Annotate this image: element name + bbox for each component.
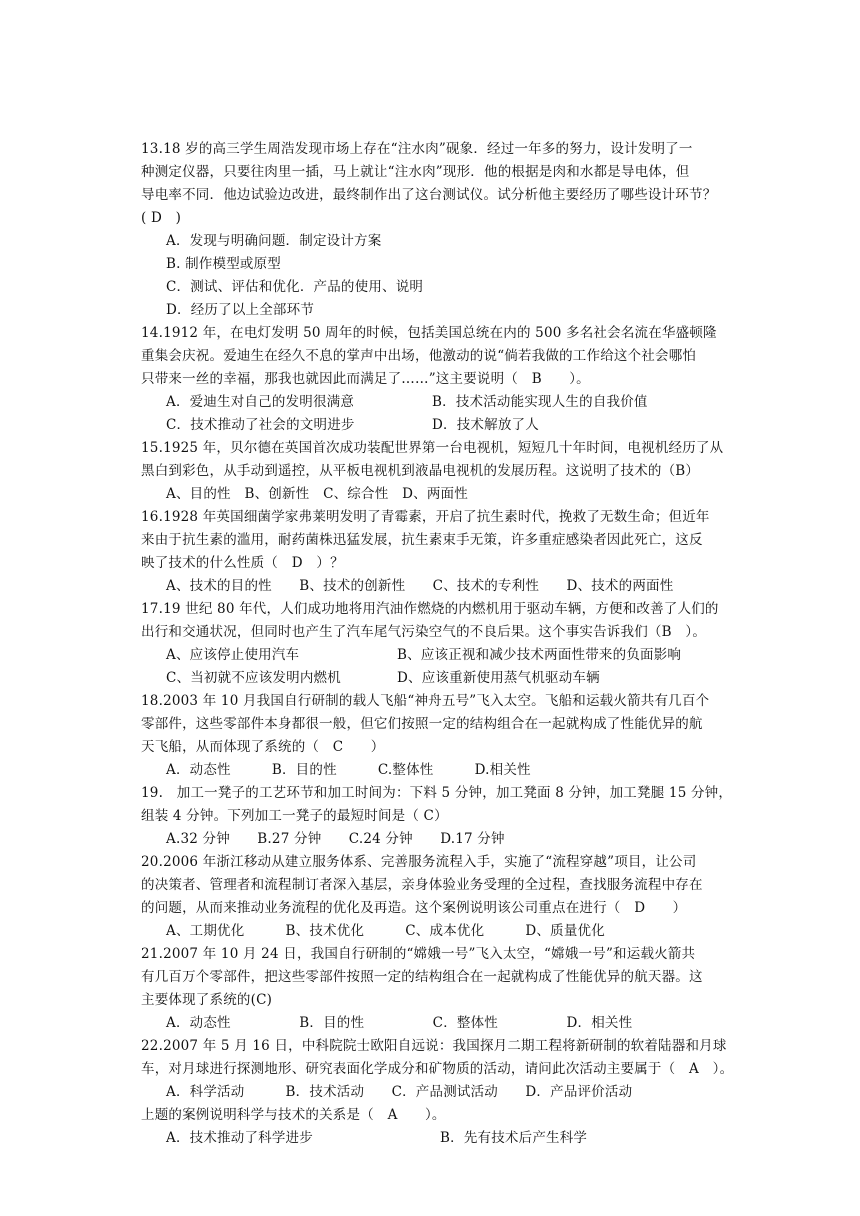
question-16-options: A、技术的目的性 B、技术的创新性 C、技术的专利性 D、技术的两面性 — [166, 578, 674, 594]
question-18-line-3: 天飞船，从而体现了系统的（ C ） — [141, 739, 385, 755]
question-13-line-4: ( D ) — [141, 210, 182, 226]
question-18-line-1: 18.2003 年 10 月我国自行研制的载人飞船“神舟五号”飞入太空。飞船和运载火箭共有几百个 — [141, 693, 710, 709]
question-13-option-a: A．发现与明确问题．制定设计方案 — [166, 233, 382, 249]
question-22b-option-a: A．技术推动了科学进步 — [166, 1130, 313, 1146]
question-20-line-3: 的问题，从而来推动业务流程的优化及再造。这个案例说明该公司重点在进行（ D ） — [141, 900, 687, 916]
question-19-line-2: 组装 4 分钟。下列加工一凳子的最短时间是（ C） — [141, 808, 448, 824]
question-22-options: A．科学活动 B．技术活动 C．产品测试活动 D．产品评价活动 — [166, 1084, 633, 1100]
question-17-line-2: 出行和交通状况，但同时也产生了汽车尾气污染空气的不良后果。这个事实告诉我们（B ）。 — [141, 624, 707, 640]
question-17-option-c: C、当初就不应该发明内燃机 — [166, 670, 341, 686]
question-19-options: A.32 分钟 B.27 分钟 C.24 分钟 D.17 分钟 — [166, 831, 505, 847]
question-16-line-2: 来由于抗生素的滥用，耐药菌株迅猛发展，抗生素束手无策，许多重症感染者因此死亡，这反 — [141, 532, 703, 548]
question-14-option-c: C．技术推动了社会的文明进步 — [166, 417, 355, 433]
question-19-line-1: 19. 加工一凳子的工艺环节和加工时间为：下料 5 分钟，加工凳面 8 分钟，加工凳腿 15 分钟， — [141, 785, 733, 801]
question-14-line-2: 重集会庆祝。爱迪生在经久不息的掌声中出场，他激动的说“倘若我做的工作给这个社会哪怕 — [141, 348, 697, 364]
question-13-option-d: D．经历了以上全部环节 — [166, 302, 315, 318]
question-13-option-b: B. 制作模型或原型 — [166, 256, 282, 272]
question-18-options: A．动态性 B．目的性 C.整体性 D.相关性 — [166, 762, 531, 778]
question-16-line-3: 映了技术的什么性质（ D ）？ — [141, 555, 344, 571]
question-16-line-1: 16.1928 年英国细菌学家弗莱明发明了青霉素，开启了抗生素时代，挽救了无数生命；但近年 — [141, 509, 710, 525]
question-15-line-2: 黑白到彩色，从手动到遥控，从平板电视机到液晶电视机的发展历程。这说明了技术的（B） — [141, 463, 700, 479]
question-13-line-2: 种测定仪器，只要往肉里一插，马上就让“注水肉”现形．他的根据是肉和水都是导电体，但 — [141, 164, 690, 180]
question-17-line-1: 17.19 世纪 80 年代，人们成功地将用汽油作燃烧的内燃机用于驱动车辆，方便和改善了人们的 — [141, 601, 719, 617]
question-14-option-d: D．技术解放了人 — [432, 417, 539, 433]
question-17-option-d: D、应该重新使用蒸气机驱动车辆 — [397, 670, 600, 686]
question-20-line-2: 的决策者、管理者和流程制订者深入基层，亲身体验业务受理的全过程，查找服务流程中存在 — [141, 877, 703, 893]
question-21-line-2: 有几百万个零部件，把这些零部件按照一定的结构组合在一起就构成了性能优异的航天器。这 — [141, 969, 703, 985]
question-20-options: A、工期优化 B、技术优化 C、成本优化 D、质量优化 — [166, 923, 605, 939]
question-22b-line-1: 上题的案例说明科学与技术的关系是（ A ）。 — [141, 1107, 446, 1123]
question-21-line-1: 21.2007 年 10 月 24 日，我国自行研制的“嫦娥一号”飞入太空，“嫦娥一号”和运载火箭共 — [141, 946, 696, 962]
question-13-line-3: 导电率不同．他边试验边改进，最终制作出了这台测试仪。试分析他主要经历了哪些设计环节？ — [141, 187, 717, 203]
question-14-option-a: A．爱迪生对自己的发明很满意 — [166, 394, 355, 410]
question-14-line-3: 只带来一丝的幸福，那我也就因此而满足了……”这主要说明（ B ）。 — [141, 371, 590, 387]
question-22-line-2: 车，对月球进行探测地形、研究表面化学成分和矿物质的活动，请问此次活动主要属于（ A ）。 — [141, 1061, 734, 1077]
question-18-line-2: 零部件，这些零部件本身都很一般，但它们按照一定的结构组合在一起就构成了性能优异的航 — [141, 716, 703, 732]
question-15-line-1: 15.1925 年，贝尔德在英国首次成功装配世界第一台电视机，短短几十年时间，电视机经历了从 — [141, 440, 724, 456]
question-21-line-3: 主要体现了系统的(C) — [141, 992, 273, 1008]
question-21-options: A．动态性 B．目的性 C．整体性 D．相关性 — [166, 1015, 633, 1031]
question-14-option-b: B．技术活动能实现人生的自我价值 — [432, 394, 648, 410]
question-22b-option-b: B．先有技术后产生科学 — [440, 1130, 588, 1146]
question-17-option-a: A、应该停止使用汽车 — [166, 647, 300, 663]
question-13-option-c: C．测试、评估和优化．产品的使用、说明 — [166, 279, 424, 295]
question-22-line-1: 22.2007 年 5 月 16 日，中科院院士欧阳自远说：我国探月二期工程将新研制的软着陆器和月球 — [141, 1038, 727, 1054]
question-15-options: A、目的性 B、创新性 C、综合性 D、两面性 — [166, 486, 468, 502]
question-17-option-b: B、应该正视和减少技术两面性带来的负面影响 — [397, 647, 682, 663]
question-14-line-1: 14.1912 年，在电灯发明 50 周年的时候，包括美国总统在内的 500 多名社会名流在华盛顿隆 — [141, 325, 717, 341]
question-20-line-1: 20.2006 年浙江移动从建立服务体系、完善服务流程入手，实施了“流程穿越”项目，让公司 — [141, 854, 697, 870]
question-13-line-1: 13.18 岁的高三学生周浩发现市场上存在“注水肉”砚象．经过一年多的努力，设计发明了一 — [141, 141, 693, 157]
